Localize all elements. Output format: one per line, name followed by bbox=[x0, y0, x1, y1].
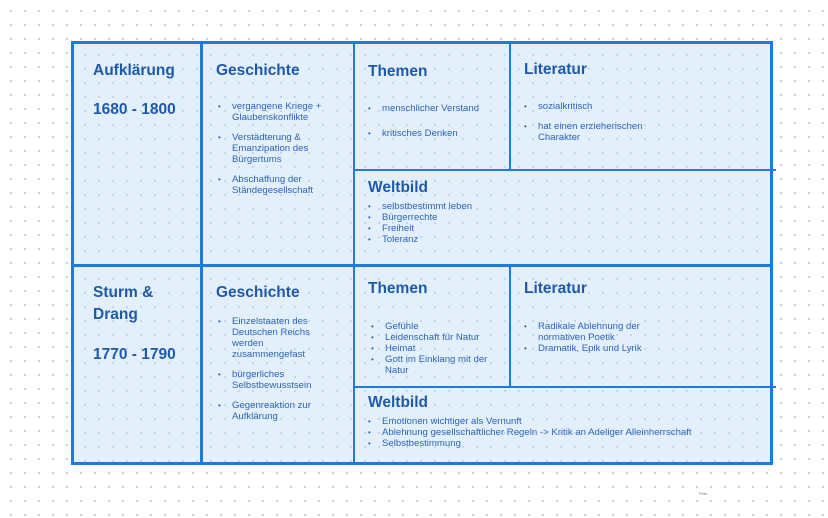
themen-cell bbox=[355, 265, 511, 388]
epochs-table bbox=[71, 41, 773, 465]
literatur-heading: Literatur bbox=[524, 280, 587, 297]
weltbild-heading: Weltbild bbox=[368, 394, 428, 411]
geschichte-cell bbox=[203, 265, 355, 465]
literatur-list bbox=[522, 101, 657, 143]
geschichte-heading: Geschichte bbox=[216, 62, 300, 79]
list-item: • bürgerliches Selbstbewusstsein bbox=[216, 369, 334, 391]
geschichte-heading: Geschichte bbox=[216, 284, 300, 301]
list-item: • Toleranz bbox=[366, 234, 756, 245]
epoch-name-line-2: Drang bbox=[93, 306, 138, 323]
list-item: • Radikale Ablehnung der normativen Poetik bbox=[522, 321, 672, 343]
list-item: • Selbstbestimmung bbox=[366, 438, 771, 449]
literatur-cell bbox=[511, 265, 776, 388]
list-item: • kritisches Denken bbox=[366, 128, 506, 139]
themen-heading: Themen bbox=[368, 63, 428, 80]
list-item: • Gefühle bbox=[369, 321, 497, 332]
list-item: • Heimat bbox=[369, 343, 497, 354]
author-mark: Felix bbox=[699, 491, 708, 496]
list-item: • Abschaffung der Ständegesellschaft bbox=[216, 174, 348, 196]
list-item: • Gegenreaktion zur Aufklärung bbox=[216, 400, 334, 422]
list-item: • selbstbestimmt leben bbox=[366, 201, 756, 212]
weltbild-list bbox=[366, 416, 771, 449]
geschichte-list bbox=[216, 316, 334, 431]
list-item: • sozialkritisch bbox=[522, 101, 657, 112]
list-item: • Bürgerrechte bbox=[366, 212, 756, 223]
section-aufklaerung bbox=[74, 44, 770, 267]
geschichte-list bbox=[216, 101, 348, 205]
list-item: • Dramatik, Epik und Lyrik bbox=[522, 343, 672, 354]
literatur-heading: Literatur bbox=[524, 61, 587, 78]
epoch-years: 1680 - 1800 bbox=[93, 101, 176, 118]
literatur-list bbox=[522, 321, 672, 354]
list-item: • Gott im Einklang mit der Natur bbox=[369, 354, 497, 376]
epoch-name-line-1: Sturm & bbox=[93, 284, 154, 301]
themen-cell bbox=[355, 44, 511, 171]
epoch-name: Aufklärung bbox=[93, 62, 175, 79]
themen-heading: Themen bbox=[368, 280, 428, 297]
list-item: • Verstädterung & Emanzipation des Bürgertums bbox=[216, 132, 348, 165]
weltbild-heading: Weltbild bbox=[368, 179, 428, 196]
weltbild-cell bbox=[355, 171, 776, 264]
list-item: • Einzelstaaten des Deutschen Reichs werden zusammengefast bbox=[216, 316, 334, 360]
list-item: • vergangene Kriege + Glaubenskonflikte bbox=[216, 101, 348, 123]
epoch-cell bbox=[74, 44, 203, 264]
geschichte-cell bbox=[203, 44, 355, 264]
literatur-cell bbox=[511, 44, 776, 171]
themen-list bbox=[366, 103, 506, 139]
section-sturm-und-drang bbox=[74, 265, 770, 465]
weltbild-list bbox=[366, 201, 756, 245]
list-item: • Leidenschaft für Natur bbox=[369, 332, 497, 343]
list-item: • Emotionen wichtiger als Vernunft bbox=[366, 416, 771, 427]
list-item: • menschlicher Verstand bbox=[366, 103, 506, 114]
list-item: • Ablehnung gesellschaftlicher Regeln -> Kritik an Adeliger Alleinherrschaft bbox=[366, 427, 771, 438]
list-item: • Freiheit bbox=[366, 223, 756, 234]
epoch-cell bbox=[74, 265, 203, 465]
epoch-years: 1770 - 1790 bbox=[93, 346, 176, 363]
themen-list bbox=[369, 321, 497, 376]
weltbild-cell bbox=[355, 388, 776, 465]
list-item: • hat einen erzieherischen Charakter bbox=[522, 121, 657, 143]
